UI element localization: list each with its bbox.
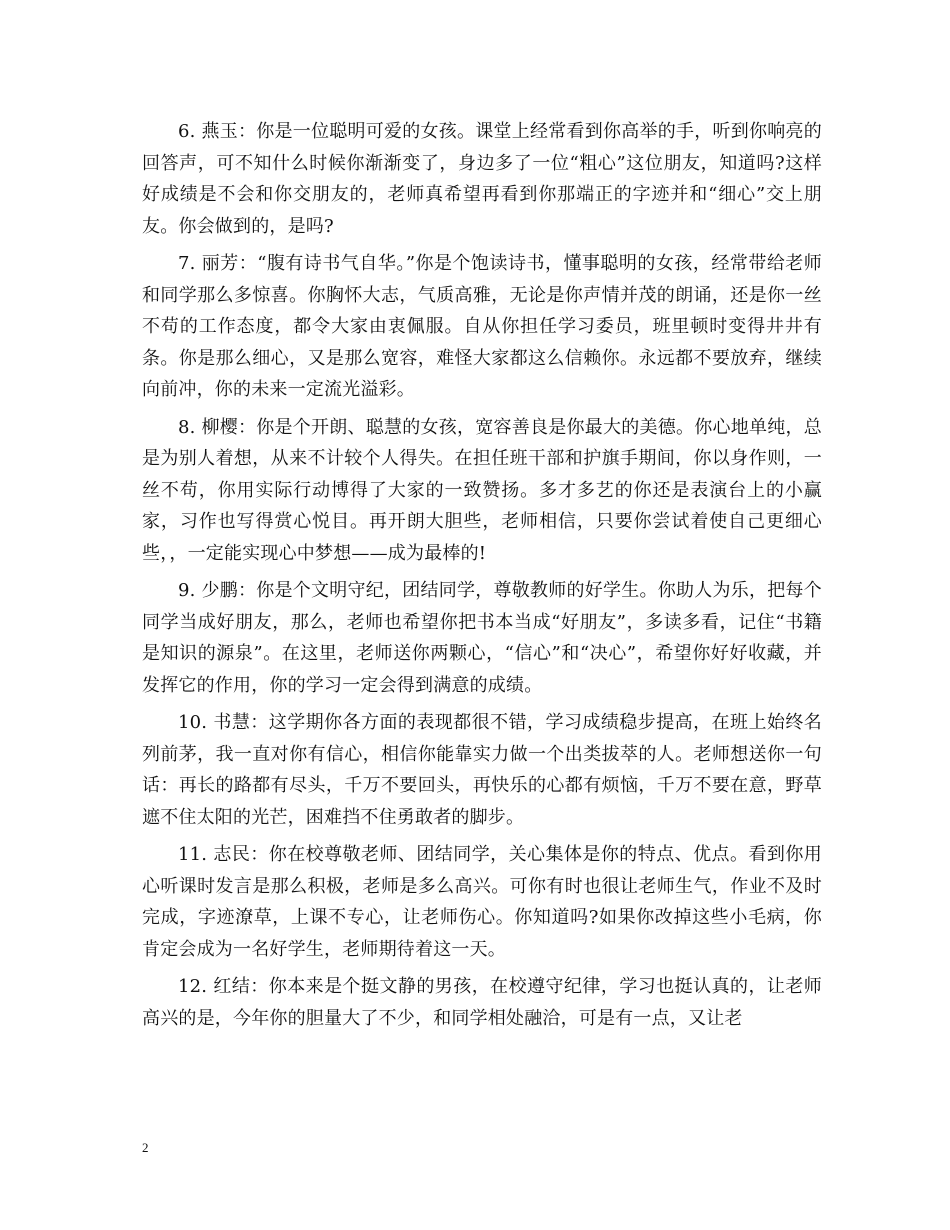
paragraph-7: 7. 丽芳：“腹有诗书气自华。”你是个饱读诗书，懂事聪明的女孩，经常带给老师和同学那么多惊喜。你胸怀大志，气质高雅，无论是你声情并茂的朗诵，还是你一丝不苟的工作态度，都令大家由衷佩服。自从你担任学习委员，班里顿时变得井井有条。你是那么细心，又是那么宽容，难怪大家都这么信赖你。永远都不要放弃，继续向前冲，你的未来一定流光溢彩。 [142, 253, 822, 400]
paragraph-9: 9. 少鹏：你是个文明守纪，团结同学，尊敬教师的好学生。你助人为乐，把每个同学当成好朋友，那么，老师也希望你把书本当成“好朋友”，多读多看，记住“书籍是知识的源泉”。在这里，老师送你两颗心，“信心”和“决心”，希望你好好收藏，并发挥它的作用，你的学习一定会得到满意的成绩。 [142, 580, 822, 696]
paragraph-12: 12. 红结：你本来是个挺文静的男孩，在校遵守纪律，学习也挺认真的，让老师高兴的是，今年你的胆量大了不少，和同学相处融洽，可是有一点，又让老 [142, 976, 822, 1029]
paragraph-11: 11. 志民：你在校尊敬老师、团结同学，关心集体是你的特点、优点。看到你用心听课时发言是那么积极，老师是多么高兴。可你有时也很让老师生气，作业不及时完成，字迹潦草，上课不专心，让老师伤心。你知道吗?如果你改掉这些小毛病，你肯定会成为一名好学生，老师期待着这一天。 [142, 844, 822, 960]
page-number: 2 [142, 1140, 149, 1155]
paragraph-8: 8. 柳樱：你是个开朗、聪慧的女孩，宽容善良是你最大的美德。你心地单纯，总是为别人着想，从来不计较个人得失。在担任班干部和护旗手期间，你以身作则，一丝不苟，你用实际行动博得了大家的一致赞扬。多才多艺的你还是表演台上的小赢家，习作也写得赏心悦目。再开朗大胆些，老师相信，只要你尝试着使自己更细心些，，一定能实现心中梦想——成为最棒的! [142, 416, 822, 564]
paragraph-10: 10. 书慧：这学期你各方面的表现都很不错，学习成绩稳步提高，在班上始终名列前茅，我一直对你有信心，相信你能靠实力做一个出类拔萃的人。老师想送你一句话：再长的路都有尽头，千万不要回头，再快乐的心都有烦恼，千万不要在意，野草遮不住太阳的光芒，困难挡不住勇敢者的脚步。 [142, 712, 822, 828]
document-body [142, 116, 822, 1040]
paragraph-6: 6. 燕玉：你是一位聪明可爱的女孩。课堂上经常看到你高举的手，听到你响亮的回答声，可不知什么时候你渐渐变了，身边多了一位“粗心”这位朋友，知道吗?这样好成绩是不会和你交朋友的，老师真希望再看到你那端正的字迹并和“细心”交上朋友。你会做到的，是吗? [142, 121, 822, 237]
